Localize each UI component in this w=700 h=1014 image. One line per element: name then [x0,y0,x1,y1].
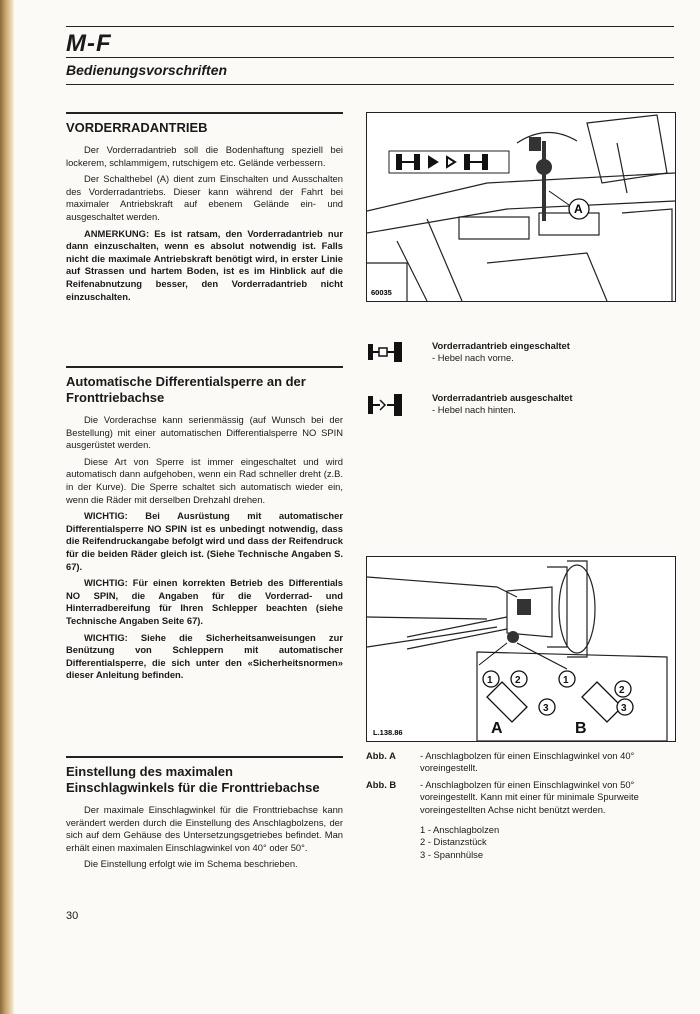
figure-code: L.138.86 [373,728,403,737]
section-title: VORDERRADANTRIEB [66,120,208,135]
page-subtitle: Bedienungsvorschriften [66,62,228,78]
caption-block [366,750,676,861]
caption-b-text: - Anschlagbolzen für einen Einschlagwinkel von 50° voreingestellt. Kann mit einer für minimale Spurweite voreingestellten Achse nicht benützt werden. [420,778,639,815]
brand-logo: M-F [66,30,112,57]
warning-paragraph: WICHTIG: Für einen korrekten Betrieb des Differentials NO SPIN, die Angaben für die Vorderrad- und Hinterradbereifung für Ihren Schlepper beachten (siehe Technische Angaben Seite 67). [66,577,343,626]
paragraph: Die Einstellung erfolgt wie im Schema beschrieben. [84,858,298,870]
axle-drawing [367,557,675,741]
parts-list-item: 2 - Distanzstück [420,836,487,848]
figure-stop-bolt-diagram [366,556,676,742]
part-callout-3b: 3 [621,703,627,714]
legend-title: Vorderradantrieb ausgeschaltet [432,392,573,403]
section-title: Automatische Differentialsperre an der Fronttriebachse [66,374,306,405]
part-callout-2b: 2 [619,685,625,696]
front-drive-panel-icon [389,151,509,173]
header-mid-rule [66,57,674,58]
section-rule [66,366,343,368]
lever-drawing [367,113,675,301]
header-bottom-rule [66,84,674,85]
section-differential-lock [66,366,343,686]
page-number: 30 [66,910,79,922]
legend-sub: - Hebel nach hinten. [432,404,516,415]
page-binding-edge [0,0,14,1014]
section-rule [66,112,343,114]
warning-paragraph: WICHTIG: Siehe die Sicherheitsanweisungen zur Benützung von Schleppern mit automatischer Differentialsperre, die sich unter den «Sicherheitsnormen» dieser Anleitung befinden. [66,631,343,681]
part-callout-1b: 1 [563,675,569,686]
caption-a-text: - Anschlagbolzen für einen Einschlagwinkel von 40° voreingestellt. [420,750,635,774]
paragraph: Diese Art von Sperre ist immer eingeschaltet und wird automatisch dann aufgehoben, wenn ein Rad schneller dreht (z.B. in der Kurve). Die Sperre schaltet sich automatisch wieder ein, wenn die Räder mit derselben Drehzahl drehen. [66,455,343,505]
figure-lever-illustration [366,112,676,302]
front-drive-engaged-icon [366,340,416,364]
caption-b [366,779,676,816]
section-rule [66,756,343,758]
legend-sub: - Hebel nach vorne. [432,352,514,363]
view-label-a: A [491,720,503,737]
section-steering-angle [66,756,343,875]
front-drive-disengaged-icon [366,392,416,418]
paragraph: Der Schalthebel (A) dient zum Einschalten und Ausschalten des Vorderradantriebs. Dieser kann während der Fahrt bei maximaler Antriebskraft auf ebenem Gelände ein- und ausgeschaltet werden. [66,173,343,222]
part-callout-1: 1 [487,675,493,686]
section-title: Einstellung des maximalen Einschlagwinkels für die Fronttriebachse [66,764,320,795]
parts-list-item: 3 - Spannhülse [420,848,484,860]
parts-list [366,824,676,861]
paragraph: Die Vorderachse kann serienmässig (auf Wunsch bei der Bestellung) mit einer automatischen Differentialsperre NO SPIN ausgerüstet werden. [66,414,343,451]
header-top-rule [66,26,674,27]
section-front-drive [66,112,343,307]
lever-callout-label: A [574,202,583,216]
parts-list-item: 1 - Anschlagbolzen [420,824,500,836]
figure-code: 60035 [371,288,392,297]
caption-b-label: Abb. B [366,778,397,790]
caption-a [366,750,676,775]
warning-paragraph: WICHTIG: Bei Ausrüstung mit automatischer Differentialsperre NO SPIN ist es unbedingt notwendig, dass die Reifendruckangabe befolgt wird und dass der Reifendruck für die beiden Räder gleich ist. (Siehe Technische Angaben S. 67). [66,510,343,572]
paragraph: Der maximale Einschlagwinkel für die Fronttriebachse kann verändert werden durch die Einstellung des Anschlagbolzens, der sich auf dem Gehäuse des Untersetzungsgetriebes befindet. Man erhält einen maximalen Einschlagwinkel von 40° oder 50°. [66,804,343,853]
paragraph: Der Vorderradantrieb soll die Bodenhaftung speziell bei lockerem, schlammigem, rutschigem etc. Gelände verbessern. [66,144,343,168]
caption-a-label: Abb. A [366,750,396,761]
part-callout-3: 3 [543,703,549,714]
view-label-b: B [575,720,587,737]
part-callout-2: 2 [515,675,521,686]
note-paragraph: ANMERKUNG: Es ist ratsam, den Vorderradantrieb nur dann einzuschalten, wenn es absolut notwendig ist. Falls nicht die maximale Antriebskraft benötigt wird, in erster Linie auf Strassen und hartem Boden, ist es im Hinblick auf die Reifenabnutzung besser, den Vorderradantrieb nicht einzuschalten. [66,227,343,302]
legend-title: Vorderradantrieb eingeschaltet [432,340,570,351]
